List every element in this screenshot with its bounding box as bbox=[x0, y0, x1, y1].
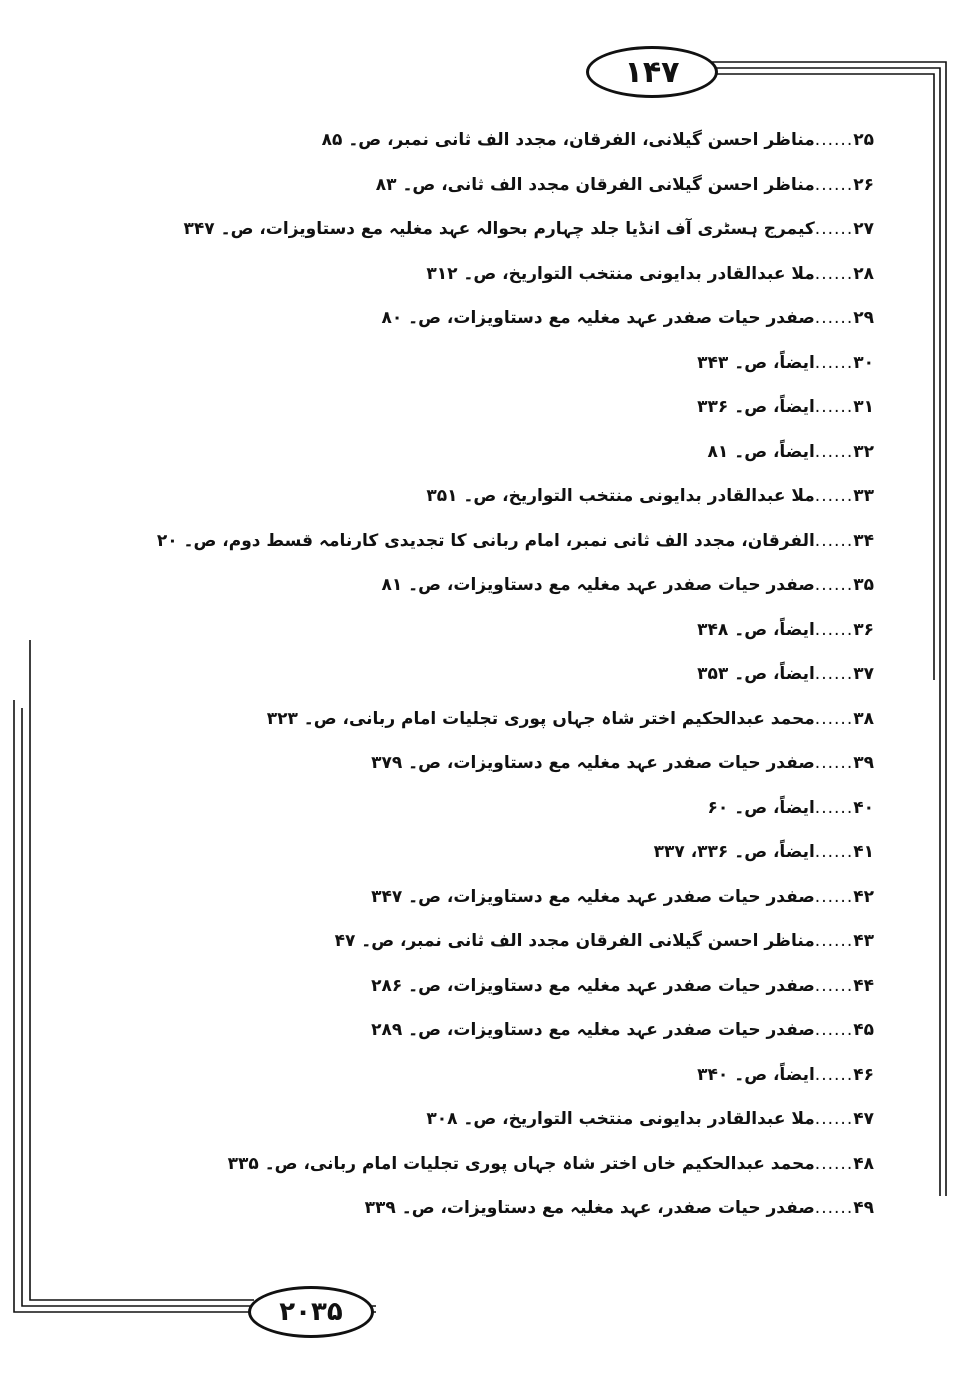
leader-dots: ...... bbox=[814, 842, 854, 862]
footnote-item bbox=[254, 964, 874, 1009]
leader-dots: ...... bbox=[814, 174, 854, 195]
footnote-number: ۳۳ bbox=[853, 486, 874, 506]
leader-dots: ...... bbox=[814, 308, 854, 328]
footnote-item bbox=[254, 118, 874, 163]
footnote-number: ۴۲ bbox=[853, 886, 874, 907]
footnote-text: ملا عبدالقادر بدایونی منتخب التواریخ، ص۔ ۳۱۲ bbox=[426, 263, 815, 284]
footnote-text: ایضاً، ص۔ ۳۳۶ bbox=[697, 397, 815, 417]
footnote-number: ۳۶ bbox=[853, 619, 874, 640]
leader-dots: ...... bbox=[814, 486, 854, 506]
footnote-text: مناظر احسن گیلانی، الفرقان، مجدد الف ثانی نمبر، ص۔ ۸۵ bbox=[321, 130, 815, 150]
footnote-number: ۴۰ bbox=[853, 797, 874, 818]
footnote-item bbox=[227, 1142, 874, 1187]
leader-dots: ...... bbox=[814, 530, 854, 551]
footnote-text: ایضاً، ص۔ ۳۵۳ bbox=[697, 664, 815, 684]
footnote-item bbox=[254, 385, 874, 430]
footnote-number: ۲۵ bbox=[853, 130, 874, 150]
footnote-item bbox=[254, 1053, 874, 1098]
page-number-top: ۱۴۷ bbox=[586, 46, 718, 98]
leader-dots: ...... bbox=[814, 219, 854, 239]
footnote-number: ۴۷ bbox=[853, 1109, 874, 1129]
leader-dots: ...... bbox=[814, 664, 854, 684]
footnote-text: صفدر حیات صفدر، عہد مغلیہ مع دستاویزات، ص۔ ۳۳۹ bbox=[364, 1198, 815, 1218]
footnote-item bbox=[254, 652, 874, 697]
footnote-text: صفدر حیات صفدر عہد مغلیہ مع دستاویزات، ص۔ ۲۸۹ bbox=[371, 1020, 815, 1040]
footnote-text: صفدر حیات صفدر عہد مغلیہ مع دستاویزات، ص۔ ۳۴۷ bbox=[371, 886, 815, 907]
footnote-item bbox=[254, 430, 874, 475]
leader-dots: ...... bbox=[814, 397, 854, 417]
footnote-text: کیمرج ہسٹری آف انڈیا جلد چہارم بحوالہ عہد مغلیہ مع دستاویزات، ص۔ ۳۴۷ bbox=[183, 219, 815, 239]
footnote-item bbox=[254, 296, 874, 341]
footnote-text: صفدر حیات صفدر عہد مغلیہ مع دستاویزات، ص۔ ۳۷۹ bbox=[371, 753, 815, 773]
leader-dots: ...... bbox=[814, 797, 854, 818]
footnote-text: مناظر احسن گیلانی الفرقان مجدد الف ثانی نمبر، ص۔ ۴۷ bbox=[334, 931, 815, 951]
footnote-number: ۳۸ bbox=[853, 708, 874, 729]
footnote-text: محمد عبدالحکیم اختر شاہ جہاں پوری تجلیات امام ربانی، ص۔ ۳۲۳ bbox=[266, 708, 815, 729]
footnote-number: ۳۲ bbox=[853, 441, 874, 462]
footnote-text: صفدر حیات صفدر عہد مغلیہ مع دستاویزات، ص۔ ۸۰ bbox=[381, 308, 815, 328]
leader-dots: ...... bbox=[814, 619, 854, 640]
footnote-number: ۴۹ bbox=[853, 1198, 874, 1218]
footnote-item bbox=[254, 563, 874, 608]
footnote-item bbox=[254, 474, 874, 519]
footnote-item bbox=[254, 1008, 874, 1053]
leader-dots: ...... bbox=[814, 441, 854, 462]
leader-dots: ...... bbox=[814, 1198, 854, 1218]
footnote-text: صفدر حیات صفدر عہد مغلیہ مع دستاویزات، ص۔ ۲۸۶ bbox=[371, 975, 815, 996]
leader-dots: ...... bbox=[814, 352, 854, 373]
footnote-text: مناظر احسن گیلانی الفرقان مجدد الف ثانی، ص۔ ۸۳ bbox=[375, 174, 815, 195]
footnote-text: ایضاً، ص۔ ۳۳۶، ۳۳۷ bbox=[653, 842, 815, 862]
footnote-item bbox=[254, 608, 874, 653]
leader-dots: ...... bbox=[814, 931, 854, 951]
footnote-text: ملا عبدالقادر بدایونی منتخب التواریخ، ص۔ ۳۵۱ bbox=[426, 486, 815, 506]
footnote-text: الفرقان، مجدد الف ثانی نمبر، امام ربانی کا تجدیدی کارنامہ قسط دوم، ص۔ ۲۰ bbox=[156, 530, 815, 551]
footnote-item bbox=[254, 786, 874, 831]
footnote-item bbox=[156, 519, 874, 564]
leader-dots: ...... bbox=[814, 575, 854, 595]
footnote-item bbox=[254, 341, 874, 386]
footnote-text: محمد عبدالحکیم خاں اختر شاہ جہاں پوری تجلیات امام ربانی، ص۔ ۳۳۵ bbox=[227, 1153, 815, 1174]
footnote-item bbox=[254, 830, 874, 875]
leader-dots: ...... bbox=[814, 1109, 854, 1129]
footnote-text: ایضاً، ص۔ ۳۴۰ bbox=[697, 1064, 815, 1085]
footnote-number: ۲۹ bbox=[853, 308, 874, 328]
footnote-number: ۴۴ bbox=[853, 975, 874, 996]
leader-dots: ...... bbox=[814, 708, 854, 729]
leader-dots: ...... bbox=[814, 753, 854, 773]
footnote-number: ۴۶ bbox=[853, 1064, 874, 1085]
footnote-number: ۲۶ bbox=[853, 174, 874, 195]
leader-dots: ...... bbox=[814, 1153, 854, 1174]
footnote-number: ۴۵ bbox=[853, 1020, 874, 1040]
footnote-item bbox=[254, 163, 874, 208]
footnote-number: ۳۰ bbox=[853, 352, 874, 373]
footnote-text: صفدر حیات صفدر عہد مغلیہ مع دستاویزات، ص۔ ۸۱ bbox=[381, 575, 815, 595]
footnote-number: ۳۱ bbox=[853, 397, 874, 417]
footnote-number: ۳۴ bbox=[853, 530, 874, 551]
footnote-item bbox=[254, 919, 874, 964]
footnote-number: ۲۷ bbox=[853, 219, 874, 239]
footnote-text: ایضاً، ص۔ ۸۱ bbox=[707, 441, 815, 462]
footnote-item bbox=[254, 697, 874, 742]
page-number-bottom: ۲۰۳۵ bbox=[248, 1286, 374, 1338]
footnote-text: ملا عبدالقادر بدایونی منتخب التواریخ، ص۔ ۳۰۸ bbox=[426, 1109, 815, 1129]
footnote-number: ۲۸ bbox=[853, 263, 874, 284]
leader-dots: ...... bbox=[814, 130, 854, 150]
footnote-text: ایضاً، ص۔ ۳۴۸ bbox=[697, 619, 815, 640]
footnote-number: ۴۳ bbox=[853, 931, 874, 951]
footnote-number: ۴۱ bbox=[853, 842, 874, 862]
footnote-item bbox=[183, 207, 874, 252]
footnote-number: ۳۷ bbox=[853, 664, 874, 684]
leader-dots: ...... bbox=[814, 886, 854, 907]
footnote-list bbox=[156, 118, 874, 1231]
footnote-text: ایضاً، ص۔ ۳۴۳ bbox=[697, 352, 815, 373]
footnote-text: ایضاً، ص۔ ۶۰ bbox=[707, 797, 815, 818]
leader-dots: ...... bbox=[814, 1064, 854, 1085]
footnote-item bbox=[254, 252, 874, 297]
footnote-item bbox=[254, 1186, 874, 1231]
leader-dots: ...... bbox=[814, 975, 854, 996]
footnote-item bbox=[254, 741, 874, 786]
footnote-number: ۳۹ bbox=[853, 753, 874, 773]
footnote-number: ۴۸ bbox=[853, 1153, 874, 1174]
footnote-number: ۳۵ bbox=[853, 575, 874, 595]
leader-dots: ...... bbox=[814, 263, 854, 284]
leader-dots: ...... bbox=[814, 1020, 854, 1040]
footnote-item bbox=[254, 875, 874, 920]
footnote-item bbox=[254, 1097, 874, 1142]
